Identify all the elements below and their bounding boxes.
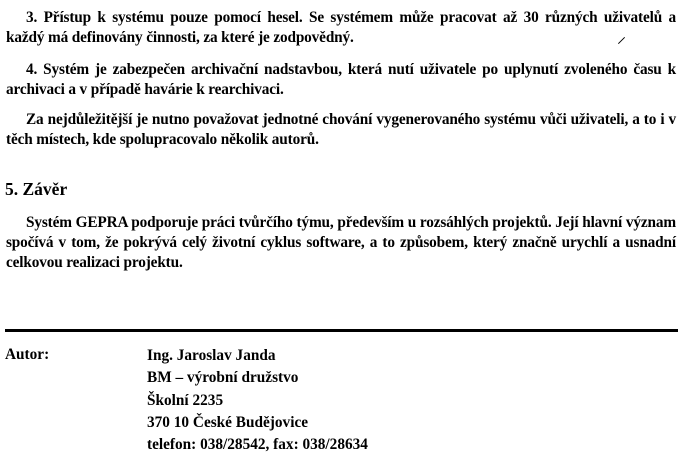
paragraph-consistency	[6, 110, 676, 150]
paragraph-access	[6, 8, 676, 48]
author-label: Autor:	[5, 346, 50, 363]
author-organization: BM – výrobní družstvo	[147, 369, 299, 387]
paragraph-access-text: 3. Přístup k systému pouze pomocí hesel. Se systémem může pracovat až 30 různých uživatelů a každý má definovány činnosti, za které je zodpovědný.	[6, 9, 676, 46]
author-contact: telefon: 038/28542, fax: 038/28634	[147, 436, 368, 454]
author-address-block	[147, 345, 368, 456]
author-street: Školní 2235	[147, 391, 224, 409]
horizontal-divider	[5, 329, 678, 332]
paragraph-consistency-text: Za nejdůležitější je nutno považovat jednotné chování vygenerovaného systému vůči uživateli, a to i v těch místech, kde spolupracovalo několik autorů.	[6, 111, 676, 148]
paragraph-archiving-text: 4. Systém je zabezpečen archivační nadstavbou, která nutí uživatele po uplynutí zvoleného času k archivaci a v případě havárie k rearchivaci.	[6, 61, 676, 98]
conclusion-paragraph-text: Systém GEPRA podporuje práci tvůrčího týmu, především u rozsáhlých projektů. Její hlavní význam spočívá v tom, že pokrývá celý životní cyklus software, a to způsobem, který značně urychlí a usnadní celkovou realizaci projektu.	[6, 214, 676, 271]
section-heading: 5. Závěr	[5, 179, 68, 199]
author-city: 370 10 České Budějovice	[147, 413, 309, 431]
author-name: Ing. Jaroslav Janda	[147, 347, 276, 364]
conclusion-paragraph	[6, 213, 676, 273]
paragraph-archiving	[6, 60, 676, 100]
